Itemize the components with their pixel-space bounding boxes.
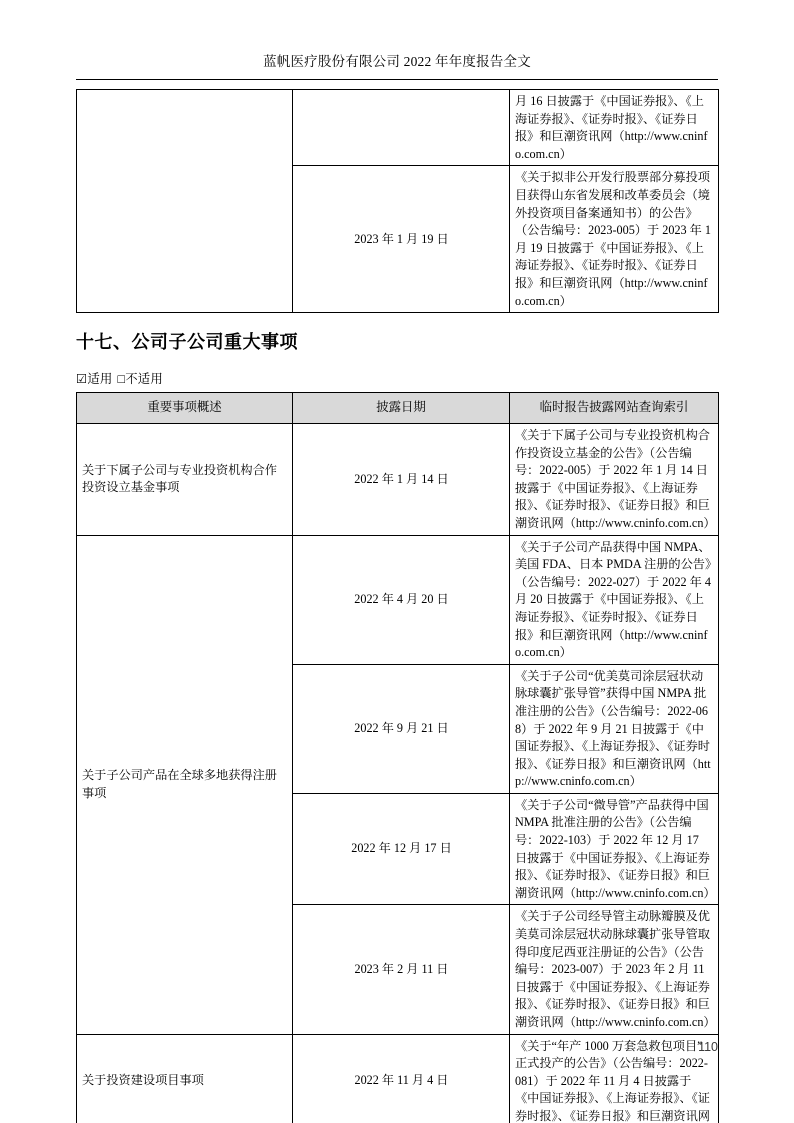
column-header-description: 重要事项概述 xyxy=(77,393,293,424)
applicable-checkbox[interactable]: ☑ xyxy=(76,372,88,386)
subsidiary-events-table xyxy=(76,392,719,1123)
cell-date xyxy=(293,90,510,166)
column-header-index: 临时报告披露网站查询索引 xyxy=(510,393,719,424)
table-row xyxy=(77,424,719,536)
cell-date: 2022 年 9 月 21 日 xyxy=(293,664,510,793)
page-number: 110 xyxy=(698,1040,718,1054)
cell-disclosure-index: 《关于拟非公开发行股票部分募投项目获得山东省发展和改革委员会（境外投资项目备案通知书）的公告》（公告编号：2023-005）于 2023 年 1 月 19 日披露于《中国证券报》、《上海证券报》、《证券时报》、《证券日报》和巨潮资讯网（http://www.cninfo.com.cn） xyxy=(510,166,719,313)
cell-disclosure-index: 《关于子公司“微导管”产品获得中国 NMPA 批准注册的公告》（公告编号：2022-103）于 2022 年 12 月 17 日披露于《中国证券报》、《上海证券报》、《证券时报》、《证券日报》和巨潮资讯网（http://www.cninfo.com.cn） xyxy=(510,793,719,905)
cell-disclosure-index: 月 16 日披露于《中国证券报》、《上海证券报》、《证券时报》、《证券日报》和巨潮资讯网（http://www.cninfo.com.cn） xyxy=(510,90,719,166)
header-divider-rule xyxy=(76,79,718,80)
continued-table-body xyxy=(77,90,719,313)
cell-description: 关于下属子公司与专业投资机构合作投资设立基金事项 xyxy=(77,424,293,536)
table-row xyxy=(77,90,719,166)
cell-disclosure-index: 《关于子公司产品获得中国 NMPA、美国 FDA、日本 PMDA 注册的公告》（公告编号：2022-027）于 2022 年 4 月 20 日披露于《中国证券报》、《上海证券报》、《证券时报》、《证券日报》和巨潮资讯网（http://www.cninfo.com.cn） xyxy=(510,535,719,664)
not-applicable-checkbox[interactable]: □ xyxy=(117,372,126,386)
continued-events-table xyxy=(76,89,719,313)
cell-date: 2023 年 1 月 19 日 xyxy=(293,166,510,313)
applicability-line xyxy=(76,369,163,387)
cell-disclosure-index: 《关于“年产 1000 万套急救包项目”正式投产的公告》（公告编号：2022-081）于 2022 年 11 月 4 日披露于《中国证券报》、《上海证券报》、《证券时报》、《证券日报》和巨潮资讯网 xyxy=(510,1034,719,1123)
table-row xyxy=(77,535,719,664)
subsidiary-events-table-head xyxy=(77,393,719,424)
table-header-row xyxy=(77,393,719,424)
cell-date: 2022 年 12 月 17 日 xyxy=(293,793,510,905)
cell-disclosure-index: 《关于子公司“优美莫司涂层冠状动脉球囊扩张导管”获得中国 NMPA 批准注册的公告》（公告编号：2022-068）于 2022 年 9 月 21 日披露于《中国证券报》、《上海证券报》、《证券时报》、《证券日报》和巨潮资讯网（http://www.cninfo.com.cn） xyxy=(510,664,719,793)
not-applicable-label: 不适用 xyxy=(125,372,163,386)
cell-disclosure-index: 《关于下属子公司与专业投资机构合作投资设立基金的公告》（公告编号：2022-005）于 2022 年 1 月 14 日披露于《中国证券报》、《上海证券报》、《证券时报》、《证券日报》和巨潮资讯网（http://www.cninfo.com.cn） xyxy=(510,424,719,536)
cell-description: 关于投资建设项目事项 xyxy=(77,1034,293,1123)
section-heading: 十七、公司子公司重大事项 xyxy=(76,332,298,352)
running-header: 蓝帆医疗股份有限公司 2022 年年度报告全文 xyxy=(263,54,531,69)
cell-date: 2022 年 4 月 20 日 xyxy=(293,535,510,664)
applicable-label: 适用 xyxy=(87,372,113,386)
cell-description xyxy=(77,90,293,313)
cell-date: 2023 年 2 月 11 日 xyxy=(293,905,510,1034)
cell-date: 2022 年 1 月 14 日 xyxy=(293,424,510,536)
subsidiary-events-table-body xyxy=(77,424,719,1123)
cell-description: 关于子公司产品在全球多地获得注册事项 xyxy=(77,535,293,1034)
cell-date: 2022 年 11 月 4 日 xyxy=(293,1034,510,1123)
column-header-date: 披露日期 xyxy=(293,393,510,424)
cell-disclosure-index: 《关于子公司经导管主动脉瓣膜及优美莫司涂层冠状动脉球囊扩张导管取得印度尼西亚注册证的公告》（公告编号：2023-007）于 2023 年 2 月 11 日披露于《中国证券报》、《上海证券报》、《证券时报》、《证券日报》和巨潮资讯网（http://www.cninfo.com.cn） xyxy=(510,905,719,1034)
